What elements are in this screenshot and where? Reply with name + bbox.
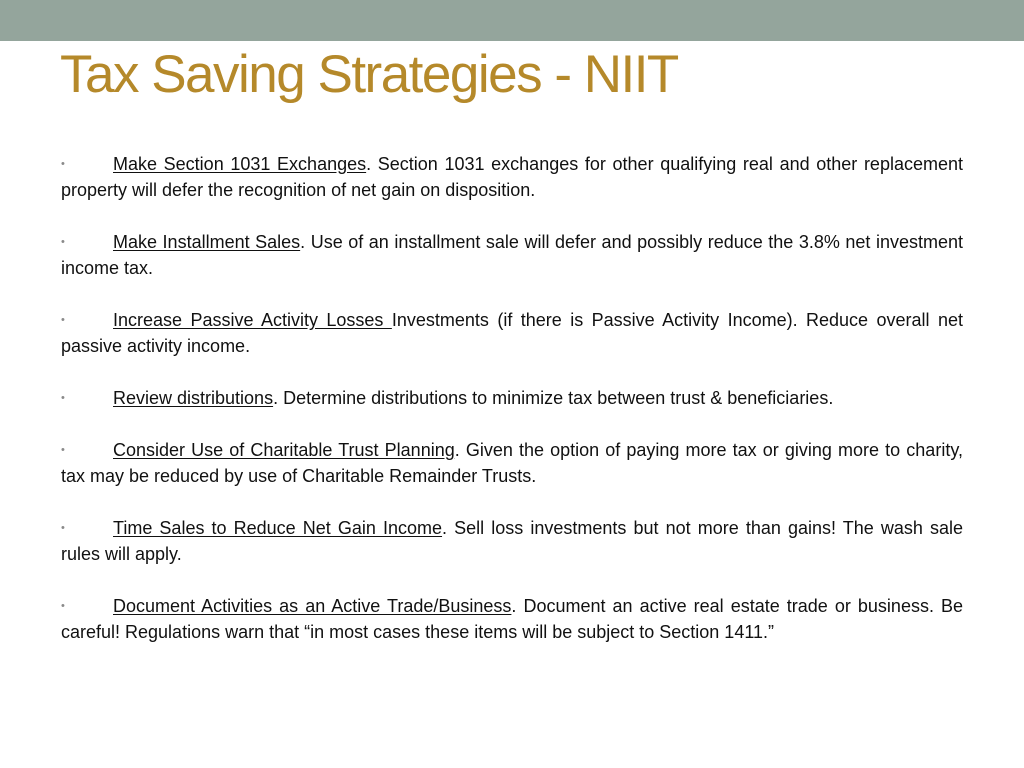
item-body: . Section 1031 exchanges for other qualifying real and other replacement property will defer the recognition of net gain on disposition. [61,154,963,200]
item-heading: Increase Passive Activity Losses [113,310,392,330]
item-body: . Sell loss investments but not more than gains! The wash sale rules will apply. [61,518,963,564]
list-item [61,593,963,645]
bullet-icon: • [61,522,65,534]
item-heading: Consider Use of Charitable Trust Planning [113,440,455,460]
bullet-icon: • [61,444,65,456]
list-item [61,151,963,203]
item-heading: Make Section 1031 Exchanges [113,154,367,174]
slide-title: Tax Saving Strategies - NIIT [60,45,678,104]
item-heading: Time Sales to Reduce Net Gain Income [113,518,443,538]
top-accent-bar [0,0,1024,41]
item-heading: Review distributions [113,388,274,408]
bullet-icon: • [61,392,65,404]
item-body: . Given the option of paying more tax or giving more to charity, tax may be reduced by use of Charitable Remainder Trusts. [61,440,963,486]
item-body: . Use of an installment sale will defer and possibly reduce the 3.8% net investment income tax. [61,232,963,278]
item-body: . Document an active real estate trade or business. Be careful! Regulations warn that “in most cases these items will be subject to Section 1411.” [61,596,964,642]
list-item [61,515,963,567]
item-body: . Determine distributions to minimize tax between trust & beneficiaries. [273,388,834,408]
list-item [61,437,963,489]
strategy-list [61,151,963,671]
bullet-icon: • [61,236,65,248]
bullet-icon: • [61,158,65,170]
list-item [61,307,963,359]
item-heading: Document Activities as an Active Trade/Business [113,596,512,616]
item-body: Investments (if there is Passive Activity Income). Reduce overall net passive activity income. [61,310,963,356]
bullet-icon: • [61,314,65,326]
list-item [61,385,963,411]
list-item [61,229,963,281]
item-heading: Make Installment Sales [113,232,301,252]
bullet-icon: • [61,600,65,612]
